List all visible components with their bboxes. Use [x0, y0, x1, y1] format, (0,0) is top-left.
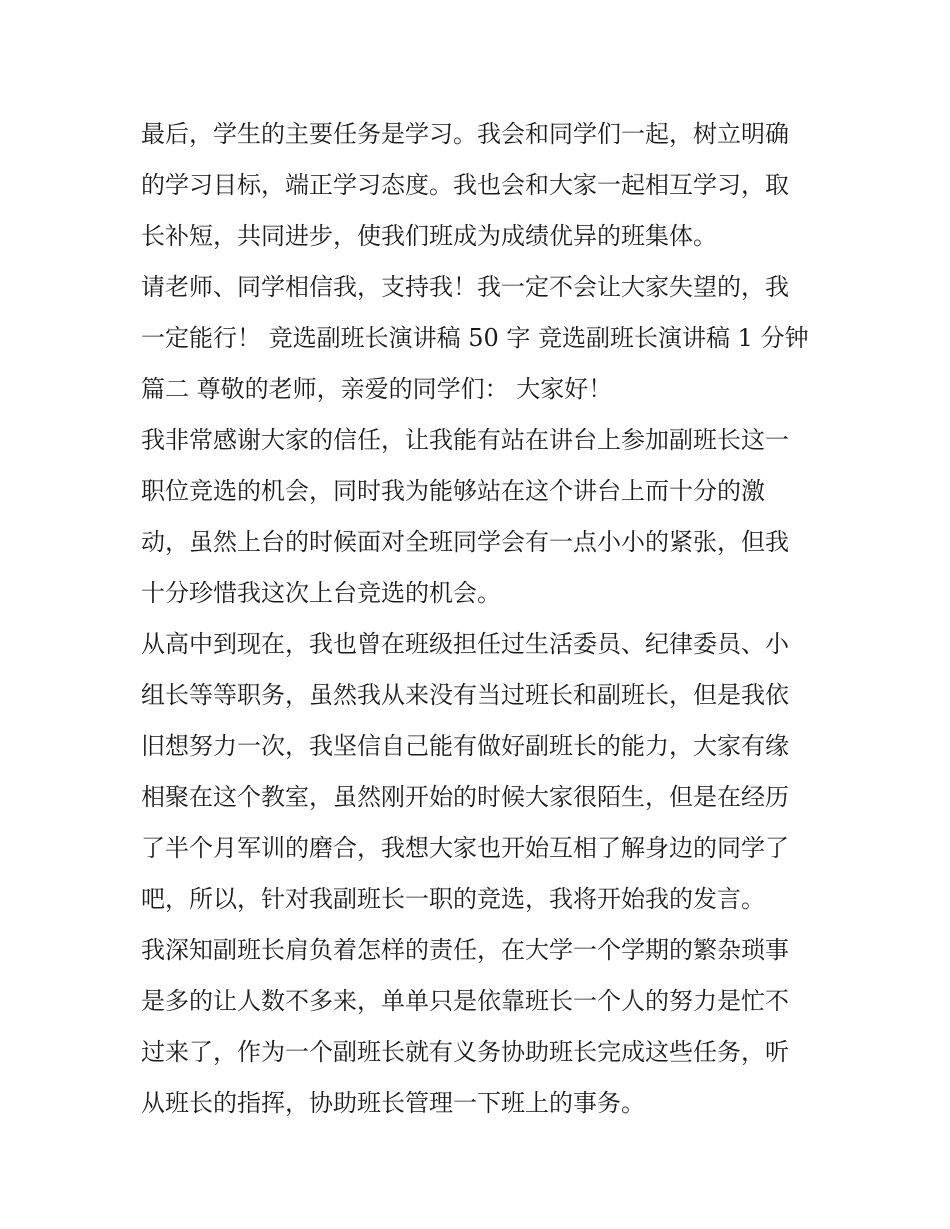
text-line: 我深知副班长肩负着怎样的责任，在大学一个学期的繁杂琐事	[141, 936, 789, 964]
text-line: 相聚在这个教室，虽然刚开始的时候大家很陌生，但是在经历	[141, 783, 789, 811]
text-line: 吧，所以，针对我副班长一职的竞选，我将开始我的发言。	[141, 885, 765, 913]
text-line: 过来了，作为一个副班长就有义务协助班长完成这些任务，听	[141, 1038, 789, 1066]
text-line: 动，虽然上台的时候面对全班同学会有一点小小的紧张，但我	[141, 528, 789, 556]
text-line: 最后，学生的主要任务是学习。我会和同学们一起，树立明确	[141, 120, 789, 148]
text-line: 组长等等职务，虽然我从来没有当过班长和副班长，但是我依	[141, 681, 789, 709]
text-line: 职位竞选的机会，同时我为能够站在这个讲台上而十分的激	[141, 477, 765, 505]
text-line: 旧想努力一次，我坚信自己能有做好副班长的能力，大家有缘	[141, 732, 789, 760]
document-body	[141, 109, 813, 1129]
text-line: 从班长的指挥，协助班长管理一下班上的事务。	[141, 1089, 645, 1117]
text-line: 我非常感谢大家的信任，让我能有站在讲台上参加副班长这一	[141, 426, 789, 454]
text-line: 请老师、同学相信我，支持我！我一定不会让大家失望的，我	[141, 273, 789, 301]
text-line: 是多的让人数不多来，单单只是依靠班长一个人的努力是忙不	[141, 987, 789, 1015]
text-line: 一定能行！ 竞选副班长演讲稿 50 字 竞选副班长演讲稿 1 分钟	[141, 324, 809, 352]
text-line: 十分珍惜我这次上台竞选的机会。	[141, 579, 501, 607]
text-line: 的学习目标，端正学习态度。我也会和大家一起相互学习，取	[141, 171, 789, 199]
text-line: 长补短，共同进步，使我们班成为成绩优异的班集体。	[141, 222, 717, 250]
text-line: 从高中到现在，我也曾在班级担任过生活委员、纪律委员、小	[141, 630, 789, 658]
text-line: 篇二 尊敬的老师，亲爱的同学们： 大家好！	[141, 375, 613, 403]
text-line: 了半个月军训的磨合，我想大家也开始互相了解身边的同学了	[141, 834, 789, 862]
